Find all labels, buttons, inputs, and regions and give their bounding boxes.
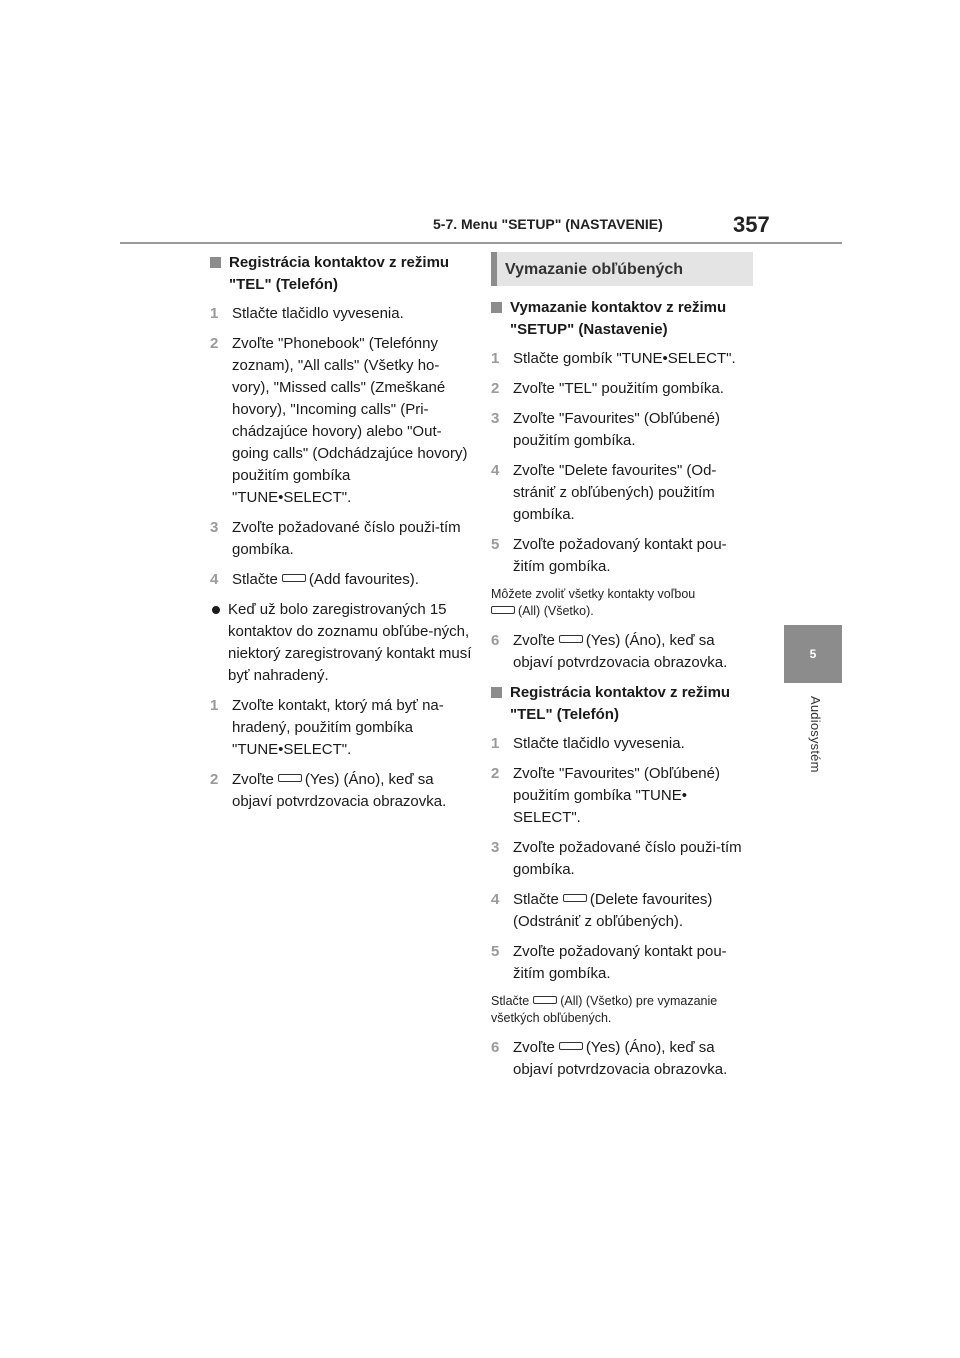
step: [491, 941, 753, 985]
subheading: Registrácia kontaktov z režimu "TEL" (Telefón): [210, 252, 472, 296]
step-text: Stlačte (Delete favourites) (Odstrániť z obľúbených).: [513, 891, 713, 930]
step: [491, 348, 753, 370]
note: Stlačte (All) (Všetko) pre vymazanie všetkých obľúbených.: [491, 994, 718, 1025]
header-title: 5-7. Menu "SETUP" (NASTAVENIE): [433, 216, 663, 232]
step-text: Stlačte gombík "TUNE•SELECT".: [513, 350, 736, 367]
step-text: Zvoľte kontakt, ktorý má byť na-hradený, použitím gombíka "TUNE•SELECT".: [232, 697, 444, 758]
left-column: [210, 252, 472, 821]
note: Môžete zvoliť všetky kontakty voľbou (All) (Všetko).: [491, 587, 696, 618]
step-number: 4: [491, 462, 500, 479]
step: [491, 378, 753, 400]
step-number: 4: [210, 571, 219, 588]
chapter-number: 5: [809, 647, 817, 661]
step-text: Stlačte tlačidlo vyvesenia.: [232, 305, 404, 322]
button-icon: [563, 894, 587, 902]
step: [491, 733, 753, 755]
step: [491, 460, 753, 526]
step: [491, 889, 753, 933]
button-icon: [559, 1042, 583, 1050]
page-number: 357: [733, 212, 770, 237]
step-number: 6: [491, 1039, 500, 1056]
section-title-box: [491, 252, 753, 286]
step-text: Zvoľte požadovaný kontakt pou-žitím gombíka.: [513, 536, 727, 575]
bullet-icon: [210, 599, 228, 687]
step: [210, 769, 472, 813]
step: [491, 408, 753, 452]
square-bullet-icon: [491, 302, 502, 313]
step: [210, 303, 472, 325]
square-bullet-icon: [210, 257, 221, 268]
chapter-tab: [784, 625, 842, 683]
subheading: Registrácia kontaktov z režimu "TEL" (Telefón): [491, 682, 753, 726]
step-text: Zvoľte "Phonebook" (Telefónny zoznam), "All calls" (Všetky ho-vory), "Missed calls" (Zmeškané hovory), "Incoming calls" (Pri-chádzajúce hovory) alebo "Out-going calls" (Odchádzajúce hovory) použitím gombíka "TUNE•SELECT".: [232, 335, 468, 506]
step-number: 2: [210, 771, 219, 788]
button-icon: [491, 606, 515, 614]
step-text: Zvoľte (Yes) (Áno), keď sa objaví potvrdzovacia obrazovka.: [232, 771, 447, 810]
step-number: 3: [210, 519, 219, 536]
chapter-label: Audiosystém: [808, 696, 823, 773]
button-icon: [278, 774, 302, 782]
subheading: Vymazanie kontaktov z režimu "SETUP" (Nastavenie): [491, 297, 753, 341]
step-number: 2: [210, 335, 219, 352]
step: [210, 695, 472, 761]
step: [491, 837, 753, 881]
step-number: 5: [491, 536, 500, 553]
step-text: Zvoľte "TEL" použitím gombíka.: [513, 380, 724, 397]
step-number: 3: [491, 410, 500, 427]
step-number: 3: [491, 839, 500, 856]
step-text: Zvoľte (Yes) (Áno), keď sa objaví potvrdzovacia obrazovka.: [513, 632, 728, 671]
step-text: Zvoľte "Delete favourites" (Od-strániť z obľúbených) použitím gombíka.: [513, 462, 717, 523]
step-text: Zvoľte požadovaný kontakt pou-žitím gombíka.: [513, 943, 727, 982]
step: [491, 763, 753, 829]
bullet-item: Keď už bolo zaregistrovaných 15 kontaktov do zoznamu obľúbe-ných, niektorý zaregistrovaný kontakt musí byť nahradený.: [210, 599, 472, 687]
step-text: Zvoľte (Yes) (Áno), keď sa objaví potvrdzovacia obrazovka.: [513, 1039, 728, 1078]
button-icon: [559, 635, 583, 643]
step-number: 6: [491, 632, 500, 649]
step: [210, 517, 472, 561]
step-number: 2: [491, 380, 500, 397]
step-text: Zvoľte požadované číslo použi-tím gombíka.: [513, 839, 742, 878]
button-icon: [533, 996, 557, 1004]
step-number: 1: [210, 697, 219, 714]
step-text: Stlačte tlačidlo vyvesenia.: [513, 735, 685, 752]
step: [491, 1037, 753, 1081]
step: [491, 534, 753, 578]
step-text: Zvoľte "Favourites" (Obľúbené) použitím gombíka.: [513, 410, 720, 449]
step: [210, 333, 472, 509]
header-rule: [120, 242, 842, 244]
button-icon: [282, 574, 306, 582]
step-text: Zvoľte "Favourites" (Obľúbené) použitím gombíka "TUNE• SELECT".: [513, 765, 720, 826]
step-number: 5: [491, 943, 500, 960]
step-text: Stlačte (Add favourites).: [232, 571, 419, 588]
step: [210, 569, 472, 591]
step-text: Zvoľte požadované číslo použi-tím gombíka.: [232, 519, 461, 558]
right-column: [491, 252, 753, 1089]
step-number: 1: [491, 735, 500, 752]
square-bullet-icon: [491, 687, 502, 698]
step-number: 2: [491, 765, 500, 782]
step-number: 1: [491, 350, 500, 367]
section-title: Vymazanie obľúbených: [505, 261, 684, 278]
section-bar: [491, 252, 497, 286]
step-number: 4: [491, 891, 500, 908]
step-number: 1: [210, 305, 219, 322]
step: [491, 630, 753, 674]
